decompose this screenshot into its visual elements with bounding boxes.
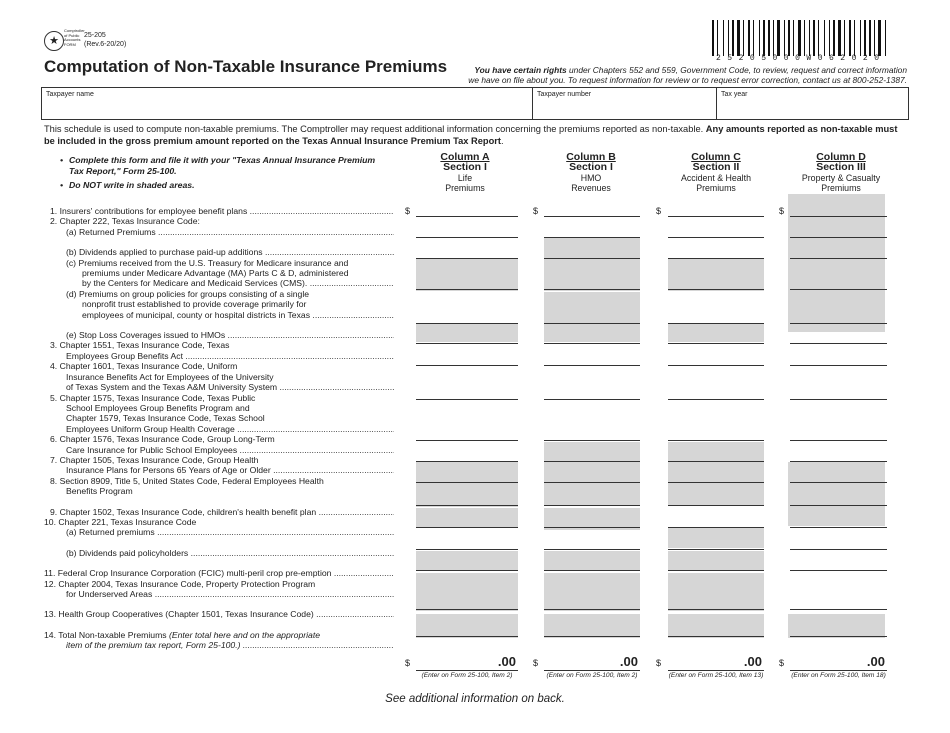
barcode-bar <box>771 20 772 56</box>
spacer <box>44 237 394 247</box>
entry-line[interactable] <box>668 216 764 217</box>
entry-line[interactable] <box>544 549 640 550</box>
entry-line[interactable] <box>544 323 640 324</box>
dollar-sign: $ <box>656 658 662 668</box>
column-line2: Revenues <box>571 183 611 194</box>
shaded-cell <box>788 194 885 332</box>
shaded-cell <box>416 551 518 571</box>
line-3-1: 3. Chapter 1551, Texas Insurance Code, Texas <box>50 340 230 351</box>
shaded-cell <box>668 324 764 342</box>
shaded-cell <box>544 238 640 258</box>
shaded-cell <box>544 573 640 611</box>
line-8-1: 8. Section 8909, Title 5, United States Code, Federal Employees Health <box>50 475 324 486</box>
entry-line[interactable] <box>668 609 764 610</box>
barcode-image <box>712 20 912 56</box>
entry-line[interactable] <box>544 237 640 238</box>
barcode-bar <box>766 20 767 56</box>
taxpayer-info-box <box>41 87 909 120</box>
barcode-bar <box>887 20 888 56</box>
barcode-bar <box>813 20 815 56</box>
entry-line[interactable] <box>790 399 887 400</box>
shaded-cell <box>788 614 885 638</box>
tax-year-label: Tax year <box>721 91 748 98</box>
entry-line[interactable] <box>416 323 518 324</box>
dollar-sign: $ <box>779 206 785 216</box>
line-12-2: for Underserved Areas ..... <box>44 589 394 599</box>
line-4-1: 4. Chapter 1601, Texas Insurance Code, Uniform <box>50 361 238 372</box>
line-14-2: item of the premium tax report, Form 25-100.) ..... <box>44 640 394 650</box>
entry-line[interactable] <box>544 505 640 506</box>
shaded-cell <box>544 551 640 571</box>
line-2d-3: employees of municipal, county or hospital districts in Texas ..... <box>44 310 394 320</box>
column-c-header <box>656 152 776 194</box>
barcode-bar <box>755 20 758 56</box>
taxpayer-name-field[interactable] <box>42 88 532 119</box>
line-2e: (e) Stop Loss Coverages issued to HMOs ..... <box>44 330 394 340</box>
entry-line[interactable] <box>544 527 640 528</box>
intro-paragraph <box>44 124 908 147</box>
intro-bold: Any amounts reported as non-taxable must be included in the gross premium amount reported on the Texas Annual Insurance Premium Tax Report <box>44 124 898 146</box>
barcode-bar <box>730 20 731 56</box>
barcode-bar <box>751 20 752 56</box>
shaded-cell <box>668 551 764 571</box>
barcode-bar <box>717 20 718 56</box>
rights-notice <box>463 65 907 86</box>
total-line[interactable] <box>790 670 887 671</box>
entry-line[interactable] <box>790 258 887 259</box>
barcode-bar <box>831 20 832 56</box>
form-number-block <box>84 31 126 49</box>
entry-line[interactable] <box>416 527 518 528</box>
rights-bold: You have certain rights <box>474 65 567 75</box>
barcode-bar <box>838 20 841 56</box>
column-section: Section I <box>443 161 487 174</box>
column-line1: Accident & Health <box>681 172 751 183</box>
line-14-italic: (Enter total here and on the appropriate <box>168 629 321 640</box>
entry-line[interactable] <box>668 365 764 366</box>
barcode-bar <box>836 20 837 56</box>
barcode-bar <box>862 20 863 56</box>
barcode-bar <box>826 20 828 56</box>
line-7-1: 7. Chapter 1505, Texas Insurance Code, Group Health <box>50 454 259 465</box>
shaded-cell <box>668 462 764 484</box>
barcode-bar <box>882 20 884 56</box>
total-line[interactable] <box>544 670 640 671</box>
entry-line[interactable] <box>668 237 764 238</box>
line-2d-1: (d) Premiums on group policies for groups consisting of a single <box>66 288 310 299</box>
line-3-2: Employees Group Benefits Act ..... <box>44 351 394 361</box>
barcode-bar <box>743 20 744 56</box>
barcode-bar <box>759 20 760 56</box>
barcode-bar <box>798 20 801 56</box>
barcode-bar <box>737 20 740 56</box>
entry-line[interactable] <box>544 609 640 610</box>
entry-line[interactable] <box>544 482 640 483</box>
line-10b: (b) Dividends paid policyholders ..... <box>44 548 394 558</box>
entry-line[interactable] <box>790 323 887 324</box>
barcode-bar <box>854 20 855 56</box>
dollar-sign: $ <box>533 206 539 216</box>
barcode-bar <box>876 20 877 56</box>
barcode-bar <box>753 20 754 56</box>
entry-line[interactable] <box>668 527 764 528</box>
barcode-bar <box>872 20 873 56</box>
barcode-bar <box>811 20 812 56</box>
taxpayer-name-label: Taxpayer name <box>46 91 94 98</box>
spacer <box>44 538 394 548</box>
rights-text: under Chapters 552 and 559, Government Code, to review, request and correct information we have on file about you. To request information for review or to request error correction, contact us at 800-252-1387. <box>468 65 907 86</box>
barcode-bar <box>833 20 835 56</box>
bullet-item: • Complete this form and file it with your "Texas Annual Insurance Premium Tax Report," Form 25-100. <box>60 155 390 177</box>
barcode-bar <box>795 20 797 56</box>
column-line2: Premiums <box>821 183 861 194</box>
barcode-number: 25205000W062020 <box>716 54 886 63</box>
barcode-bar <box>741 20 742 56</box>
bullet-item: • Do NOT write in shaded areas. <box>60 180 195 190</box>
line-14-1 <box>44 630 394 640</box>
barcode-bar <box>723 20 724 56</box>
spacer <box>44 497 394 507</box>
barcode-bar <box>806 20 808 56</box>
tax-year-field[interactable] <box>716 88 908 119</box>
line-14-label: 14. Total Non-taxable Premiums <box>44 629 167 640</box>
line-6-1: 6. Chapter 1576, Texas Insurance Code, Group Long-Term <box>50 434 275 445</box>
shaded-cell <box>668 573 764 611</box>
line-2c-3: by the Centers for Medicare and Medicaid Services (CMS). ..... <box>44 278 394 288</box>
barcode-bar <box>864 20 866 56</box>
shaded-cell <box>668 528 764 548</box>
entry-line[interactable] <box>416 216 518 217</box>
shaded-cell <box>544 442 640 462</box>
entry-line[interactable] <box>544 216 640 217</box>
enter-on-form-note: (Enter on Form 25-100, Item 2) <box>546 672 638 679</box>
barcode-bar <box>786 20 787 56</box>
barcode-bar <box>809 20 810 56</box>
entry-line[interactable] <box>668 323 764 324</box>
entry-line[interactable] <box>544 636 640 637</box>
intro-end: . <box>501 135 504 146</box>
agency-name: Comptroller of Public Accounts FORM <box>64 28 85 47</box>
form-number: 25-205 <box>84 32 106 39</box>
entry-line[interactable] <box>668 505 764 506</box>
entry-line[interactable] <box>416 482 518 483</box>
line-2c-2: premiums under Medicare Advantage (MA) Parts C & D, administered <box>82 268 349 279</box>
footer-note: See additional information on back. <box>385 693 565 705</box>
entry-line[interactable] <box>416 570 518 571</box>
entry-line[interactable] <box>668 461 764 462</box>
entry-line[interactable] <box>544 399 640 400</box>
dollar-sign: $ <box>533 658 539 668</box>
line-5-2: School Employees Group Benefits Program and <box>66 402 250 413</box>
barcode-bar <box>869 20 871 56</box>
column-section: Section I <box>569 161 613 174</box>
barcode-bar <box>816 20 817 56</box>
shaded-cell <box>544 324 640 342</box>
barcode-bar <box>781 20 783 56</box>
shaded-cell <box>544 292 640 324</box>
barcode-bar <box>867 20 868 56</box>
entry-line[interactable] <box>790 216 887 217</box>
shaded-cell <box>668 259 764 291</box>
column-title: Column C <box>691 151 741 163</box>
total-line[interactable] <box>416 670 518 671</box>
column-line2: Premiums <box>445 183 485 194</box>
line-4-2: Insurance Benefits Act for Employees of the University <box>66 371 274 382</box>
barcode-bar <box>732 20 734 56</box>
page-title: Computation of Non-Taxable Insurance Premiums <box>44 57 448 76</box>
barcode-bar <box>802 20 803 56</box>
barcode-bar <box>788 20 790 56</box>
dollar-sign: $ <box>779 658 785 668</box>
line-2a: (a) Returned Premiums ..... <box>44 227 394 237</box>
column-total: .00 <box>497 654 516 669</box>
entry-line[interactable] <box>790 440 887 441</box>
line-7-2: Insurance Plans for Persons 65 Years of Age or Older ..... <box>44 465 394 475</box>
column-d-header <box>781 152 901 194</box>
barcode-bar <box>735 20 736 56</box>
entry-line[interactable] <box>790 636 887 637</box>
line-13: 13. Health Group Cooperatives (Chapter 1501, Texas Insurance Code) ..... <box>44 609 394 619</box>
barcode-bar <box>846 20 848 56</box>
shaded-cell <box>544 484 640 506</box>
line-1: 1. Insurers' contributions for employee benefit plans ..... <box>44 206 394 216</box>
entry-line[interactable] <box>790 365 887 366</box>
spacer <box>44 620 394 630</box>
barcode-bar <box>773 20 774 56</box>
shaded-cell <box>544 462 640 484</box>
line-10: 10. Chapter 221, Texas Insurance Code <box>44 516 197 527</box>
entry-line[interactable] <box>668 343 764 344</box>
barcode-bar <box>874 20 875 56</box>
dollar-sign: $ <box>656 206 662 216</box>
entry-line[interactable] <box>416 258 518 259</box>
entry-line[interactable] <box>790 549 887 550</box>
column-total: .00 <box>743 654 762 669</box>
enter-on-form-note: (Enter on Form 25-100, Item 2) <box>421 672 513 679</box>
line-items <box>44 206 394 651</box>
total-line[interactable] <box>668 670 764 671</box>
entry-line[interactable] <box>416 505 518 506</box>
line-11: 11. Federal Crop Insurance Corporation (FCIC) multi-peril crop pre-emption ..... <box>44 568 394 578</box>
bullet-text: Complete this form and file it with your "Texas Annual Insurance Premium Tax Report," Form 25-100. <box>69 155 376 176</box>
entry-line[interactable] <box>544 289 640 290</box>
barcode-bar <box>719 20 722 56</box>
shaded-cell <box>544 614 640 638</box>
entry-line[interactable] <box>668 570 764 571</box>
spacer <box>44 599 394 609</box>
shaded-cell <box>416 324 518 342</box>
column-total: .00 <box>866 654 885 669</box>
entry-line[interactable] <box>790 609 887 610</box>
entry-line[interactable] <box>668 549 764 550</box>
column-title: Column A <box>440 151 490 163</box>
entry-line[interactable] <box>416 343 518 344</box>
barcode-bar <box>748 20 750 56</box>
entry-line[interactable] <box>668 440 764 441</box>
dollar-sign: $ <box>405 206 411 216</box>
enter-on-form-note: (Enter on Form 25-100, Item 13) <box>668 672 764 679</box>
dollar-sign: $ <box>405 658 411 668</box>
barcode-bar <box>829 20 830 56</box>
entry-line[interactable] <box>790 482 887 483</box>
shaded-cell <box>416 573 518 611</box>
shaded-cell <box>544 259 640 291</box>
column-title: Column B <box>566 151 616 163</box>
entry-line[interactable] <box>668 636 764 637</box>
entry-line[interactable] <box>544 570 640 571</box>
entry-line[interactable] <box>668 258 764 259</box>
entry-line[interactable] <box>790 570 887 571</box>
entry-line[interactable] <box>416 399 518 400</box>
entry-line[interactable] <box>790 527 887 528</box>
barcode-bar <box>725 20 727 56</box>
column-b-header <box>531 152 651 194</box>
entry-line[interactable] <box>790 505 887 506</box>
column-a-header <box>405 152 525 194</box>
barcode-bar <box>852 20 853 56</box>
entry-line[interactable] <box>790 461 887 462</box>
barcode-bar <box>745 20 747 56</box>
column-line1: Life <box>457 172 473 183</box>
barcode-bar <box>818 20 819 56</box>
line-6-2: Care Insurance for Public School Employees ..... <box>44 445 394 455</box>
column-section: Section II <box>692 161 740 174</box>
shaded-cell <box>416 259 518 291</box>
barcode-bar <box>715 20 716 56</box>
column-line2: Premiums <box>696 183 736 194</box>
line-2: 2. Chapter 222, Texas Insurance Code: <box>50 216 200 227</box>
enter-on-form-note: (Enter on Form 25-100, Item 18) <box>791 672 886 679</box>
shaded-cell <box>416 614 518 638</box>
line-9: 9. Chapter 1502, Texas Insurance Code, children's health benefit plan ..... <box>44 507 394 517</box>
shaded-cell <box>788 462 885 526</box>
entry-line[interactable] <box>416 237 518 238</box>
entry-line[interactable] <box>544 258 640 259</box>
entry-line[interactable] <box>416 289 518 290</box>
spacer <box>44 558 394 568</box>
barcode-bar <box>878 20 881 56</box>
entry-line[interactable] <box>668 482 764 483</box>
taxpayer-number-field[interactable] <box>532 88 716 119</box>
column-line1: Property & Casualty <box>801 172 881 183</box>
line-4-3: of Texas System and the Texas A&M University System ..... <box>44 382 394 392</box>
barcode-bar <box>777 20 780 56</box>
taxpayer-number-label: Taxpayer number <box>537 91 592 98</box>
barcode-bar <box>856 20 859 56</box>
entry-line[interactable] <box>668 399 764 400</box>
line-2d-2: nonprofit trust established to provide coverage primarily for <box>82 299 307 310</box>
shaded-cell <box>416 508 518 528</box>
entry-line[interactable] <box>544 461 640 462</box>
entry-line[interactable] <box>416 636 518 637</box>
line-5-4: Employees Uniform Group Health Coverage ..... <box>44 424 394 434</box>
entry-line[interactable] <box>416 549 518 550</box>
column-line1: HMO <box>580 172 602 183</box>
barcode-bar <box>728 20 729 56</box>
entry-line[interactable] <box>544 365 640 366</box>
barcode-bar <box>885 20 886 56</box>
entry-line[interactable] <box>668 289 764 290</box>
barcode-bar <box>761 20 762 56</box>
shaded-cell <box>668 442 764 462</box>
line-12-1: 12. Chapter 2004, Texas Insurance Code, Property Protection Program <box>44 578 316 589</box>
column-total: .00 <box>619 654 638 669</box>
line-5-1: 5. Chapter 1575, Texas Insurance Code, Texas Public <box>50 392 256 403</box>
texas-star-seal-icon: ★ <box>44 31 64 51</box>
barcode-bar <box>842 20 843 56</box>
barcode-bar <box>768 20 770 56</box>
barcode-bar <box>763 20 765 56</box>
barcode-bar <box>791 20 792 56</box>
entry-line[interactable] <box>544 343 640 344</box>
entry-line[interactable] <box>544 440 640 441</box>
barcode-bar <box>793 20 794 56</box>
barcode-bar <box>824 20 825 56</box>
form-revision: (Rev.6-20/20) <box>84 41 127 48</box>
barcode-bar <box>860 20 861 56</box>
instruction-bullets <box>60 155 390 191</box>
line-2c-1: (c) Premiums received from the U.S. Treasury for Medicare insurance and <box>66 257 349 268</box>
column-section: Section III <box>816 161 866 174</box>
line-5-3: Chapter 1579, Texas Insurance Code, Texas School <box>66 413 265 424</box>
entry-line[interactable] <box>416 609 518 610</box>
line-10a: (a) Returned premiums ..... <box>44 527 394 537</box>
barcode-bar <box>849 20 851 56</box>
entry-line[interactable] <box>416 365 518 366</box>
barcode-bar <box>775 20 776 56</box>
line-8-2: Benefits Program <box>66 486 133 497</box>
entry-line[interactable] <box>790 289 887 290</box>
barcode-bar <box>804 20 805 56</box>
entry-line[interactable] <box>790 237 887 238</box>
shaded-cell <box>416 484 518 506</box>
entry-line[interactable] <box>416 440 518 441</box>
bullet-text: Do NOT write in shaded areas. <box>69 180 195 190</box>
spacer <box>44 320 394 330</box>
line-2b: (b) Dividends applied to purchase paid-up additions ..... <box>44 247 394 257</box>
intro-text: This schedule is used to compute non-taxable premiums. The Comptroller may request additional information concerning the premiums reported as non-taxable. <box>44 124 706 134</box>
entry-line[interactable] <box>790 343 887 344</box>
column-title: Column D <box>816 151 866 163</box>
barcode-bar <box>784 20 785 56</box>
barcode-bar <box>712 20 714 56</box>
entry-line[interactable] <box>416 461 518 462</box>
barcode-bar <box>844 20 845 56</box>
shaded-cell <box>668 614 764 638</box>
shaded-cell <box>668 484 764 506</box>
barcode-bar <box>820 20 823 56</box>
